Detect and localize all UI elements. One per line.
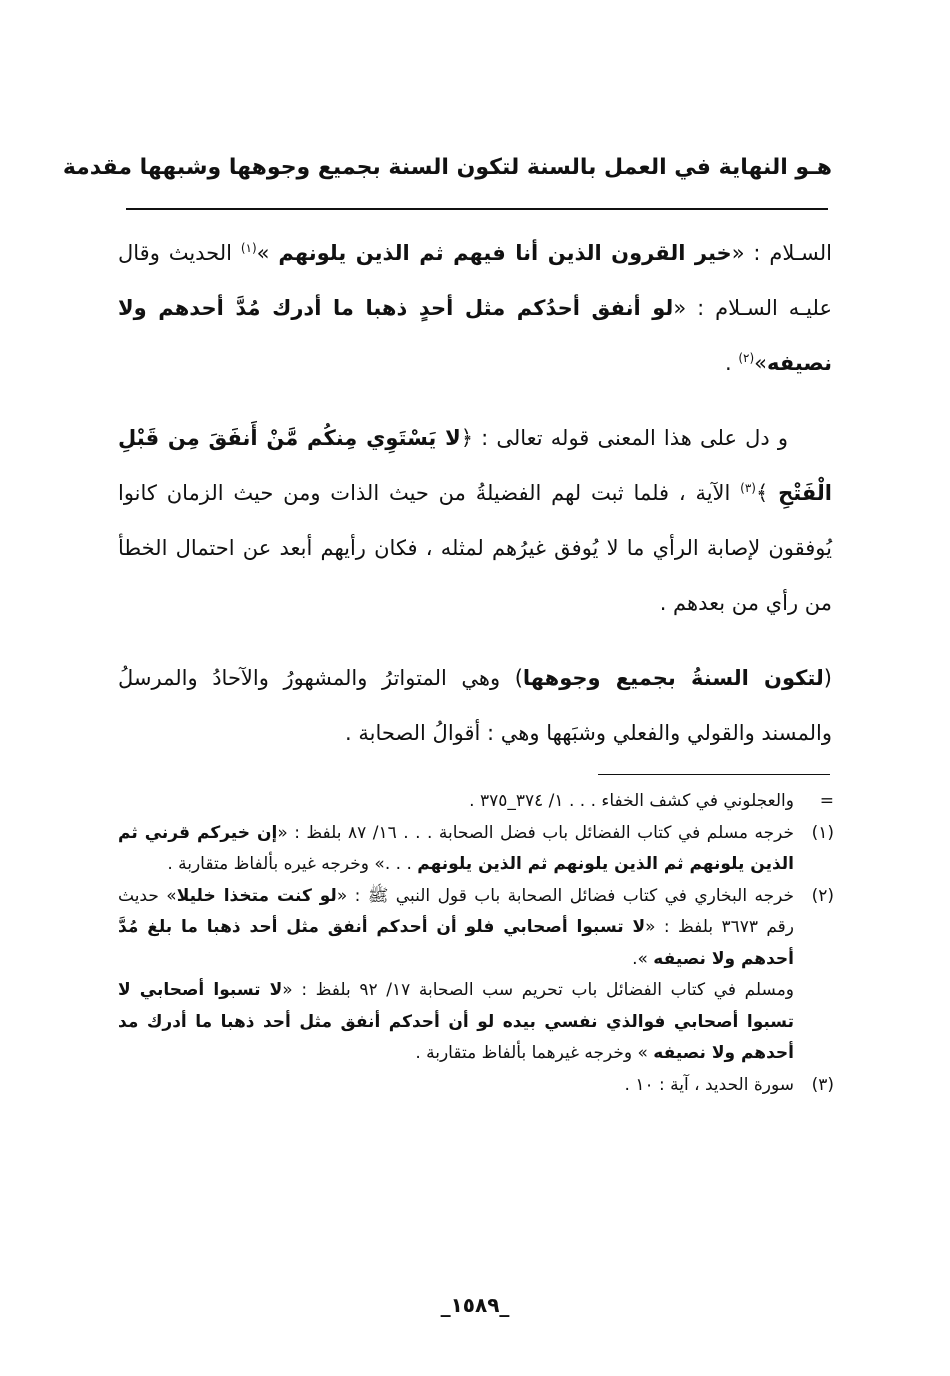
footnote-2-continued [118,975,834,1070]
text-segment: الحديث وقال عليـه السـلام : « [118,241,832,320]
text-segment: » [754,351,767,375]
footnote-mark: = [819,791,834,811]
footnote-quote: إن خيركم قرني ثم الذين يلونهم ثم الذين يلونهم ثم الذين يلونهم [118,822,794,874]
footnote-mark: (٣) [811,1074,834,1095]
footnote-ref-1: (١) [240,241,257,255]
footnote-text: » حديث رقم ٣٦٧٣ بلفظ : « [118,885,795,937]
footnote-ref-2: (٢) [738,351,755,365]
footnotes [118,786,834,1101]
footnote-text: » وخرجه غيرهما بألفاظ متقاربة . [415,1043,654,1063]
footnote-text: ومسلم في كتاب الفضائل باب تحريم سب الصحابة ١٧/ ٩٢ بلفظ : « [282,980,795,1000]
footnote-3 [118,1070,834,1102]
footnote-text: سورة الحديد ، آية : ١٠ . [624,1074,794,1095]
footnote-text: خرجه مسلم في كتاب الفضائل باب فضل الصحابة . . . ١٦/ ٨٧ بلفظ : « [277,822,794,843]
footnote-2 [118,881,834,976]
text-segment: السـلام : « [731,241,833,265]
paragraph-3 [118,651,832,761]
matn-quote: لتكون السنةُ بجميع وجوهها [522,666,824,690]
footnote-quote: لا تسبوا أصحابي فلو أن أحدكم أنفق مثل أحد ذهبا ما بلغ مُدَّ أحدهم ولا نصيفه [118,917,794,969]
footnote-text: خرجه البخاري في كتاب فضائل الصحابة باب قول النبي ﷺ : « [336,885,794,906]
footnote-mark: (١) [811,822,834,843]
text-segment: . [724,351,739,375]
main-text [118,226,832,761]
footnote-divider [598,774,830,775]
hadith-quote: لو أنفق أحدُكم مثل أحدٍ ذهبا ما أدرك مُدَّ أحدهم ولا نصيفه [118,296,832,375]
quran-verse: لا يَسْتَوِي مِنكُم مَّنْ أَنفَقَ مِن قَبْلِ الْفَتْحِ [118,426,832,505]
header-divider [126,208,828,210]
paragraph-2 [118,411,832,631]
text-segment: ) وهي المتواترُ والمشهورُ والآحادُ والمرسلُ والمسند والقولي والفعلي وشبَهها وهي : أقوالُ الصحابة . [118,666,832,745]
footnote-continuation [118,786,834,818]
footnote-text: ». [632,948,654,969]
text-segment: ﴾ [755,481,779,505]
text-segment: » [256,241,279,265]
running-header: هـو النهاية في العمل بالسنة لتكون السنة بجميع وجوهها وشبهها مقدمة [62,155,832,180]
footnote-quote: لو كنت متخذا خليلا [176,885,337,906]
footnote-quote: لا تسبوا أصحابي لا تسبوا أصحابي فوالذي نفسي بيده لو أن أحدكم أنفق مثل أحد ذهبا ما أدرك مد أحدهم ولا نصيفه [118,980,794,1063]
page-number: _١٥٨٩_ [440,1293,510,1317]
footnote-ref-3: (٣) [740,481,756,495]
text-segment: و دل على هذا المعنى قوله تعالى : ﴿ [460,426,788,450]
footnote-1 [118,818,834,881]
footnote-mark: (٢) [811,885,834,906]
footnote-text: والعجلوني في كشف الخفاء . . . ١/ ٣٧٤_٣٧٥ . [469,791,794,811]
hadith-quote: خير القرون الذين أنا فيهم ثم الذين يلونهم [278,241,732,265]
text-segment: ( [823,666,832,690]
footnote-text: . . .» وخرجه غيره بألفاظ متقاربة . [167,854,418,874]
text-segment: الآية ، فلما ثبت لهم الفضيلةُ من حيث الذات ومن حيث الزمان كانوا يُوفقون لإصابة الرأي ما لا يُوفق غيرُهم لمثله ، فكان رأيهم أبعد عن احتمال الخطأ من رأي من بعدهم . [118,481,832,615]
paragraph-1 [118,226,832,391]
